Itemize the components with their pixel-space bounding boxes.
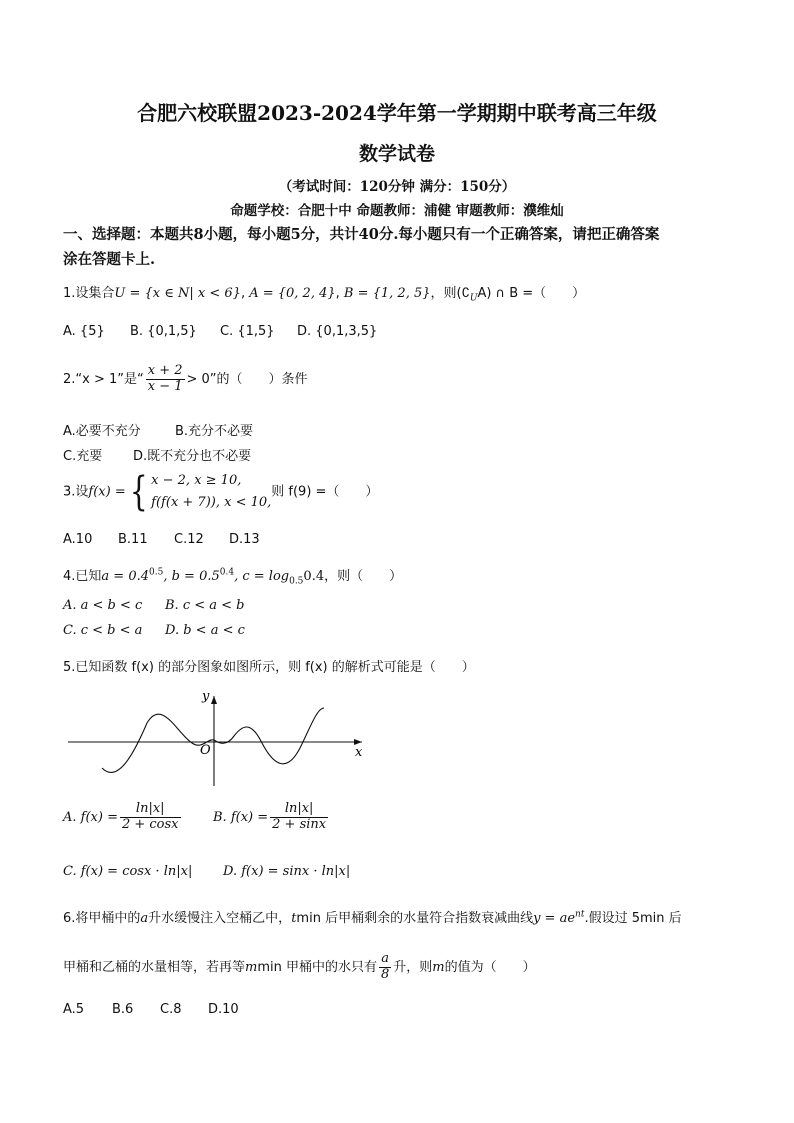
q3-suffix: 则 f(9) =（ ）: [271, 484, 379, 500]
question-1: 1.设集合U = {x ∈ N| x < 6}, A = {0, 2, 4}, B = {1, 2, 5}，则$(∁_UA)$ ∩ B =（ ）: [63, 286, 586, 304]
q4-option-b: B. c < a < b: [165, 598, 245, 613]
q4-option-d: D. b < a < c: [165, 623, 245, 638]
function-curve: [102, 708, 324, 772]
q1-ask2: A) ∩ B =（ ）: [477, 286, 586, 301]
question-4: [63, 565, 402, 587]
q3-prefix: 3.设: [63, 484, 89, 500]
q2-suffix: > 0”的（ ）条件: [186, 371, 308, 387]
page-title: 合肥六校联盟2023-2024学年第一学期期中联考高三年级: [137, 101, 657, 125]
x-axis-label: x: [355, 745, 363, 760]
q2-option-a: A.必要不充分: [63, 424, 141, 439]
section-heading-line1: 一、选择题：本题共8小题，每小题5分，共计40分.每小题只有一个正确答案，请把正确答案: [63, 226, 660, 243]
q2-frac-den: x − 1: [147, 378, 183, 394]
q4-option-a: A. a < b < c: [63, 598, 143, 613]
q4-a-exp: 0.5: [149, 567, 164, 578]
q2-option-c: C.充要: [63, 449, 103, 464]
q1-set-u: U = {x ∈ N| x < 6}: [114, 286, 241, 301]
question-6-line2: 甲桶和乙桶的水量相等，若再等mmin 甲桶中的水只有 $\frac{a}{8}$ 升，则m的值为（ ）: [63, 951, 536, 982]
question-6-line1: 6.将甲桶中的a升水缓慢注入空桶乙中，tmin 后甲桶剩余的水量符合指数衰减曲线$y = ae^{nt}$.假设过 5min 后: [63, 909, 682, 926]
question-5: 5.已知函数 f(x) 的部分图象如图所示，则 f(x) 的解析式可能是（ ）: [63, 660, 475, 675]
exam-info: （考试时间：120分钟 满分：150分）: [278, 179, 516, 195]
q1-option-c: C. {1,5}: [220, 324, 275, 339]
q4-a: a = 0.4: [101, 569, 149, 584]
q4-c: , c = log: [234, 569, 290, 584]
q5-option-b: B. f(x) = $\frac{\ln|x|}{2 + \sin x}$: [213, 801, 327, 832]
q4-b: , b = 0.5: [163, 569, 220, 584]
q6-option-b: B.6: [112, 1002, 134, 1017]
q1-prefix: 1.设集合: [63, 286, 115, 301]
q1-option-a: A. {5}: [63, 324, 105, 339]
q2-option-b: B.充分不必要: [175, 424, 254, 439]
q3-option-a: A.10: [63, 532, 93, 547]
q3-option-c: C.12: [174, 532, 204, 547]
q5-option-d: D. f(x) = sinx · ln|x|: [223, 864, 351, 879]
origin-label: O: [200, 743, 211, 758]
q4-c-sub: 0.5: [289, 576, 304, 587]
question-3: 3.设f(x) ={ x − 2, x ≥ 10, f(f(x + 7)), x < 10, 则 f(9) =（ ）: [63, 469, 379, 515]
section-heading-line2: 涂在答题卡上.: [63, 251, 156, 268]
q4-option-c: C. c < b < a: [63, 623, 143, 638]
y-axis-arrow: [211, 696, 217, 704]
q6-option-d: D.10: [208, 1002, 239, 1017]
q4-b-exp: 0.4: [219, 567, 235, 578]
q3-case-1: x − 2, x ≥ 10,: [151, 473, 242, 488]
q5-option-c: C. f(x) = cosx · ln|x|: [63, 864, 193, 879]
q4-c-tail: 0.4: [303, 569, 325, 584]
q1-ask: ，则(∁: [430, 286, 470, 301]
function-graph: [62, 688, 372, 788]
q1-set-a: A = {0, 2, 4}: [249, 286, 336, 301]
q2-option-d: D.既不充分也不必要: [133, 449, 252, 464]
q4-suffix: ，则（ ）: [324, 569, 403, 584]
q6-option-c: C.8: [160, 1002, 182, 1017]
q3-case-2: f(f(x + 7)), x < 10,: [151, 495, 272, 510]
q2-frac-num: x + 2: [147, 363, 183, 378]
q5-option-a: A. f(x) = $\frac{\ln|x|}{2 + \cos x}$: [63, 801, 179, 832]
question-2: [63, 364, 308, 395]
y-axis-label: y: [202, 689, 210, 704]
q3-option-d: D.13: [229, 532, 260, 547]
q4-prefix: 4.已知: [63, 569, 102, 584]
q2-prefix: 2.“x > 1”是“: [63, 371, 144, 387]
q3-fx: f(x) =: [88, 484, 126, 500]
q6-option-a: A.5: [63, 1002, 85, 1017]
exam-authors: 命题学校：合肥十中 命题教师：浦健 审题教师：濮维灿: [230, 203, 564, 219]
q1-option-b: B. {0,1,5}: [130, 324, 197, 339]
q1-set-b: B = {1, 2, 5}: [343, 286, 431, 301]
q1-option-d: D. {0,1,3,5}: [297, 324, 378, 339]
q3-option-b: B.11: [118, 532, 148, 547]
page-subtitle: 数学试卷: [358, 143, 435, 165]
